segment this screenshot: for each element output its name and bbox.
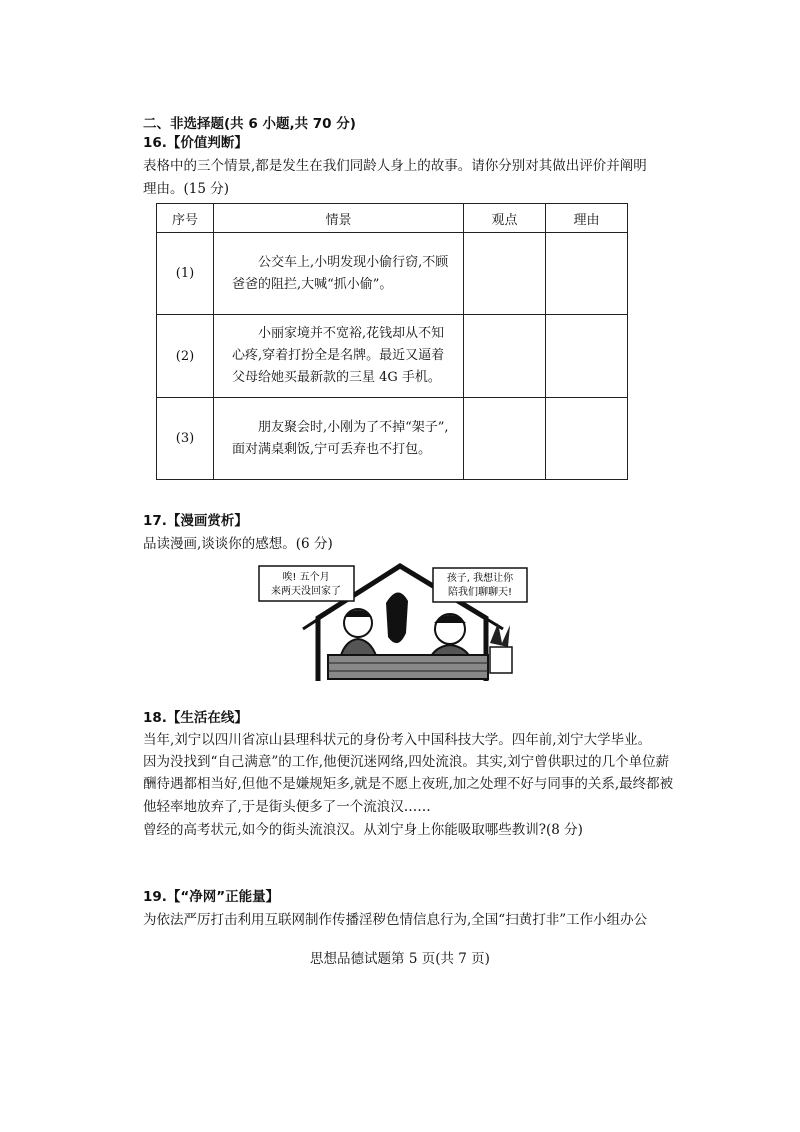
table-row [157, 233, 628, 315]
q18-para-line: 当年,刘宁以四川省凉山县理科状元的身份考入中国科技大学。四年前,刘宁大学毕业。 [143, 732, 652, 748]
q18-para-line: 因为没找到“自己满意”的工作,他便沉迷网络,四处流浪。其实,刘宁曾供职过的几个单位薪 [143, 754, 670, 770]
scenario-line: 公交车上,小明发现小偷行窃,不顾 [258, 254, 449, 270]
bubble-right-line2: 陪我们聊聊天! [447, 587, 513, 598]
left-person-hair [344, 610, 372, 617]
scenario-line: 爸爸的阻拦,大喊“抓小偷”。 [232, 276, 393, 292]
q17-heading: 17.【漫画赏析】 [143, 513, 248, 529]
table-surface [328, 655, 488, 679]
header-scenario: 情景 [214, 204, 464, 233]
reason-cell [546, 398, 628, 480]
bubble-left-line1: 唉! 五个月 [282, 572, 330, 583]
q16-prompt-line1: 表格中的三个情景,都是发生在我们同龄人身上的故事。请你分别对其做出评价并阐明 [143, 158, 647, 174]
viewpoint-cell [464, 398, 546, 480]
table-row [157, 315, 628, 398]
right-person-hair [434, 615, 466, 623]
q19-line1: 为依法严厉打击利用互联网制作传播淫秽色情信息行为,全国“扫黄打非”工作小组办公 [143, 912, 648, 928]
plant-pot [490, 647, 512, 673]
q19-heading: 19.【“净网”正能量】 [143, 889, 280, 905]
viewpoint-cell [464, 233, 546, 315]
scenario-line: 小丽家境并不宽裕,花钱却从不知 [258, 326, 445, 341]
q18-question: 曾经的高考状元,如今的街头流浪汉。从刘宁身上你能吸取哪些教训?(8 分) [143, 822, 583, 838]
reason-cell [546, 315, 628, 398]
q16-prompt-line2: 理由。(15 分) [143, 181, 230, 197]
header-viewpoint: 观点 [464, 204, 546, 233]
section-header: 二、非选择题(共 6 小题,共 70 分) [143, 116, 356, 132]
row-scenario [214, 398, 464, 480]
cartoon-drawing [258, 563, 528, 685]
bubble-left-line2: 来两天没回家了 [271, 586, 341, 597]
header-reason: 理由 [546, 204, 628, 233]
row-scenario [214, 233, 464, 315]
scenario-table [156, 203, 628, 480]
q18-heading: 18.【生活在线】 [143, 710, 248, 726]
table-header-row [157, 204, 628, 233]
scenario-line: 父母给她买最新款的三星 4G 手机。 [232, 370, 441, 385]
table-row [157, 398, 628, 480]
scenario-line: 心疼,穿着打扮全是名牌。最近又逼着 [232, 348, 445, 363]
scenario-line: 朋友聚会时,小刚为了不掉“架子”, [258, 419, 449, 435]
row-number: (3) [157, 398, 214, 480]
viewpoint-cell [464, 315, 546, 398]
page-footer: 思想品德试题第 5 页(共 7 页) [310, 951, 490, 967]
cartoon-illustration [258, 563, 528, 685]
reason-cell [546, 233, 628, 315]
bubble-right-line1: 孩子, 我想让你 [446, 573, 514, 584]
q17-prompt: 品读漫画,谈谈你的感想。(6 分) [143, 536, 333, 552]
header-number: 序号 [157, 204, 214, 233]
telephone-handset-icon [386, 592, 408, 643]
row-number: (1) [157, 233, 214, 315]
scenario-line: 面对满桌剩饭,宁可丢弃也不打包。 [232, 441, 432, 457]
q16-heading: 16.【价值判断】 [143, 135, 248, 151]
q18-para-line: 酬待遇都相当好,但他不是嫌规矩多,就是不愿上夜班,加之处理不好与同事的关系,最终都被 [143, 776, 674, 792]
row-scenario [214, 315, 464, 398]
q18-para-line: 他轻率地放弃了,于是街头便多了一个流浪汉…… [143, 799, 431, 815]
row-number: (2) [157, 315, 214, 398]
